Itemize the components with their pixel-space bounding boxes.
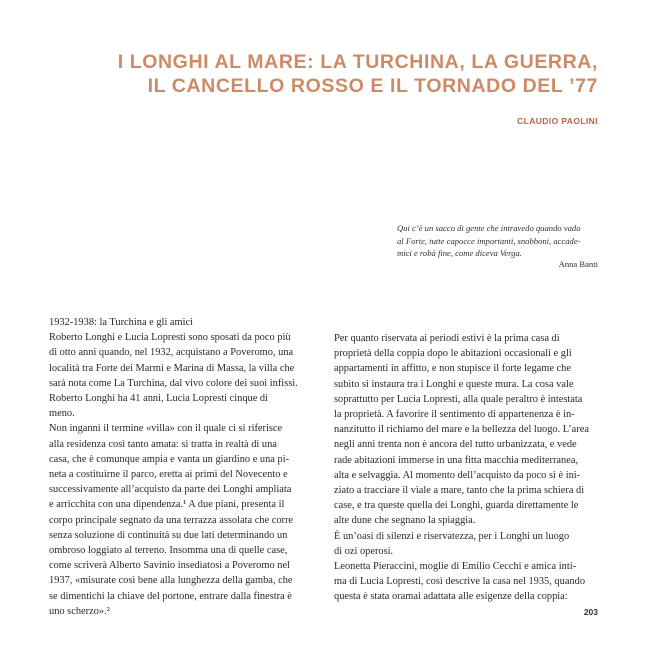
text-line: appartamenti in affitto, e non stupisce il forte legame che [334, 363, 571, 375]
text-line: di ozi operosi. [334, 545, 394, 557]
text-line: se dimentichi la chiave del portone, entrare dalla finestra è [49, 590, 292, 602]
text-line: 1937, «misurate così bene alla lunghezza della gamba, che [49, 575, 293, 587]
text-line: come scriverà Alberto Savinio insediatosi a Poveromo nel [49, 560, 290, 572]
text-line: senza soluzione di continuità su due lati determinando un [49, 529, 288, 541]
text-line: alte dune che segnano la spiaggia. [334, 515, 476, 527]
text-line: questa è stata oramai adattata alle esigenze della coppia: [334, 591, 568, 603]
epigraph-line: Qui c’è un sacco di gente che intravedo quando vado [397, 223, 581, 233]
chapter-title [38, 50, 598, 98]
text-line: di otto anni quando, nel 1932, acquistano a Poveromo, una [49, 347, 294, 359]
text-line: e arricchita con una dipendenza.¹ A due piani, presenta il [49, 499, 285, 511]
text-line: corpo principale segnato da una terrazza assolata che corre [49, 514, 294, 526]
text-line: neta a costituirne il parco, eretta ai primi del Novecento e [49, 469, 288, 481]
left-column-text [49, 330, 314, 619]
text-line: alta e selvaggia. Al momento dell’acquisto da poco si è ini- [334, 469, 581, 481]
text-line: Per quanto riservata ai periodi estivi è la prima casa di [334, 333, 560, 344]
page-number: 203 [583, 607, 598, 617]
chapter-title-line-1: I LONGHI AL MARE: LA TURCHINA, LA GUERRA, [117, 51, 598, 73]
text-line: alla residenza così tanto amata: si tratta in realtà di una [49, 438, 277, 450]
text-line: la proprietà. A favorire il sentimento di appartenenza è in- [334, 409, 575, 421]
text-line: soprattutto per Lucia Lopresti, alla quale peraltro è intestata [334, 393, 583, 405]
text-line: meno. [49, 408, 75, 420]
text-line: ma di Lucia Lopresti, così descrive la casa nel 1935, quando [334, 576, 586, 588]
chapter-title-line-2: IL CANCELLO ROSSO E IL TORNADO DEL ’77 [147, 75, 598, 97]
text-line: rade abitazioni immerse in una fitta macchia mediterranea, [334, 454, 579, 466]
text-line: ziato a tracciare il viale a mare, tanto che la prima schiera di [334, 485, 585, 497]
text-line: Leonetta Pieraccini, moglie di Emilio Cecchi e amica inti- [334, 561, 577, 573]
text-line: nanzitutto il richiamo del mare e la bellezza del luogo. L’area [334, 424, 589, 436]
right-column-text [334, 331, 598, 605]
text-line: uno scherzo».² [49, 605, 110, 617]
text-line: Roberto Longhi ha 41 anni, Lucia Lopresti cinque di [49, 393, 269, 405]
text-line: casa, che è comunque ampia e vanta un giardino e una pi- [49, 453, 290, 465]
section-heading: 1932-1938: la Turchina e gli amici [49, 317, 194, 328]
text-line: È un’oasi di silenzi e riservatezza, per i Longhi un luogo [334, 530, 570, 542]
text-line: ombroso loggiato al terreno. Insomma una di quelle case, [49, 545, 288, 557]
text-line: case, e tra queste quella dei Longhi, guarda direttamente le [334, 500, 579, 512]
text-line: Non inganni il termine «villa» con il quale ci si riferisce [49, 423, 283, 435]
text-line: sarà nota come La Turchina, dal vivo colore dei suoi infissi. [49, 377, 298, 389]
text-line: Roberto Longhi e Lucia Lopresti sono sposati da poco più [49, 332, 291, 344]
text-line: subito si instaura tra i Longhi e queste mura. La cosa vale [334, 378, 574, 390]
epigraph-line: mici e robà fine, come diceva Verga. [397, 248, 522, 258]
text-line: proprietà della coppia dopo le abitazioni occasionali e gli [334, 348, 572, 360]
right-column [334, 331, 598, 605]
text-line: successivamente all’acquisto da parte dei Longhi ampliata [49, 484, 292, 496]
text-line: negli anni trenta non è ancora del tutto urbanizzata, e vede [334, 439, 577, 451]
epigraph-attribution: Anna Banti [558, 259, 598, 269]
left-column [49, 315, 314, 619]
epigraph [397, 222, 598, 260]
text-line: località tra Forte dei Marmi e Marina di Massa, la villa che [49, 362, 295, 374]
epigraph-line: al Forte, tutte capocce importanti, snobboni, accade- [397, 235, 581, 246]
author-name: CLAUDIO PAOLINI [517, 116, 598, 126]
